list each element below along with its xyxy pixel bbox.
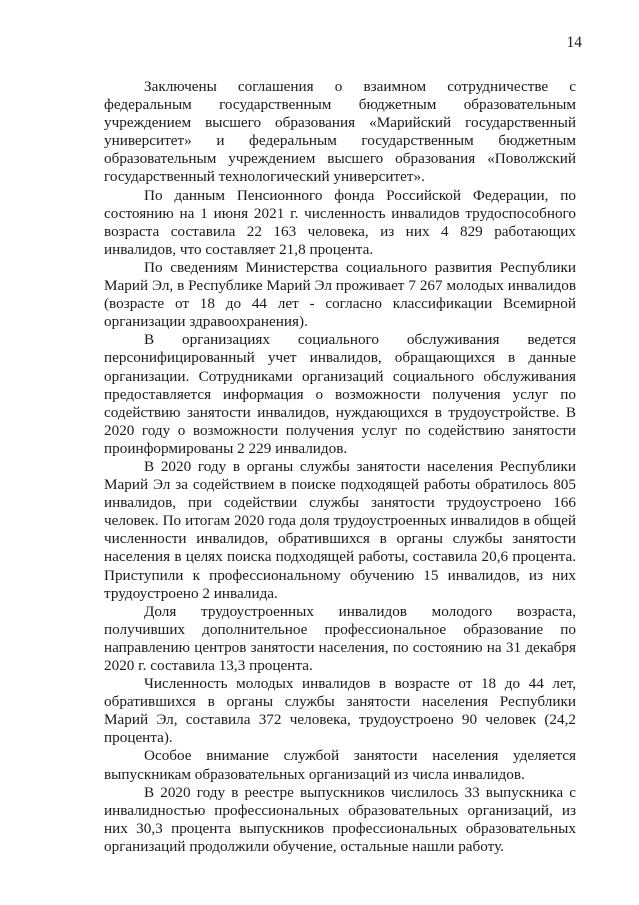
paragraph-pension-fund: По данным Пенсионного фонда Российской Федерации, по состоянию на 1 июня 2021 г. численность инвалидов трудоспособного возраста составила 22 163 человека, из них 4 829 работающих инвалидов, что составляет 21,8 процента. bbox=[104, 186, 576, 258]
paragraph-graduates-registry: В 2020 году в реестре выпускников числилось 33 выпускника с инвалидностью профессиональных образовательных организаций, из них 30,3 процента выпускников профессиональных образовательных организаций продолжили обучение, остальные нашли работу. bbox=[104, 783, 576, 855]
paragraph-graduates-attention: Особое внимание службой занятости населения уделяется выпускникам образовательных организаций из числа инвалидов. bbox=[104, 747, 576, 783]
paragraph-employed-share: Доля трудоустроенных инвалидов молодого возраста, получивших дополнительное профессиональное образование по направлению центров занятости населения, по состоянию на 31 декабря 2020 г. составила 13,3 процента. bbox=[104, 602, 576, 674]
document-body bbox=[104, 78, 576, 856]
paragraph-young-applicants: Численность молодых инвалидов в возрасте от 18 до 44 лет, обратившихся в органы службы занятости населения Республики Марий Эл, составила 372 человека, трудоустроено 90 человек (24,2 процента). bbox=[104, 675, 576, 747]
paragraph-social-services: В организациях социального обслуживания ведется персонифицированный учет инвалидов, обращающихся в данные организации. Сотрудниками организаций социального обслуживания предоставляется информация о возможности получения услуг по содействию занятости инвалидов, нуждающихся в трудоустройстве. В 2020 году о возможности получения услуг по содействию занятости проинформированы 2 229 инвалидов. bbox=[104, 331, 576, 457]
page-number: 14 bbox=[566, 34, 582, 51]
paragraph-young-disabled: По сведениям Министерства социального развития Республики Марий Эл, в Республике Марий Эл проживает 7 267 молодых инвалидов (возрасте от 18 до 44 лет - согласно классификации Всемирной организации здравоохранения). bbox=[104, 258, 576, 331]
paragraph-agreements: Заключены соглашения о взаимном сотрудничестве с федеральным государственным бюджетным образовательным учреждением высшего образования «Марийский государственный университет» и федеральным государственным бюджетным образовательным учреждением высшего образования «Поволжский государственный технологический университет». bbox=[104, 78, 576, 186]
paragraph-employment-service: В 2020 году в органы службы занятости населения Республики Марий Эл за содействием в поиске подходящей работы обратилось 805 инвалидов, при содействии службы занятости трудоустроено 166 человек. По итогам 2020 года доля трудоустроенных инвалидов в общей численности инвалидов, обратившихся в органы службы занятости населения в целях поиска подходящей работы, составила 20,6 процента. Приступили к профессиональному обучению 15 инвалидов, из них трудоустроено 2 инвалида. bbox=[104, 457, 576, 602]
